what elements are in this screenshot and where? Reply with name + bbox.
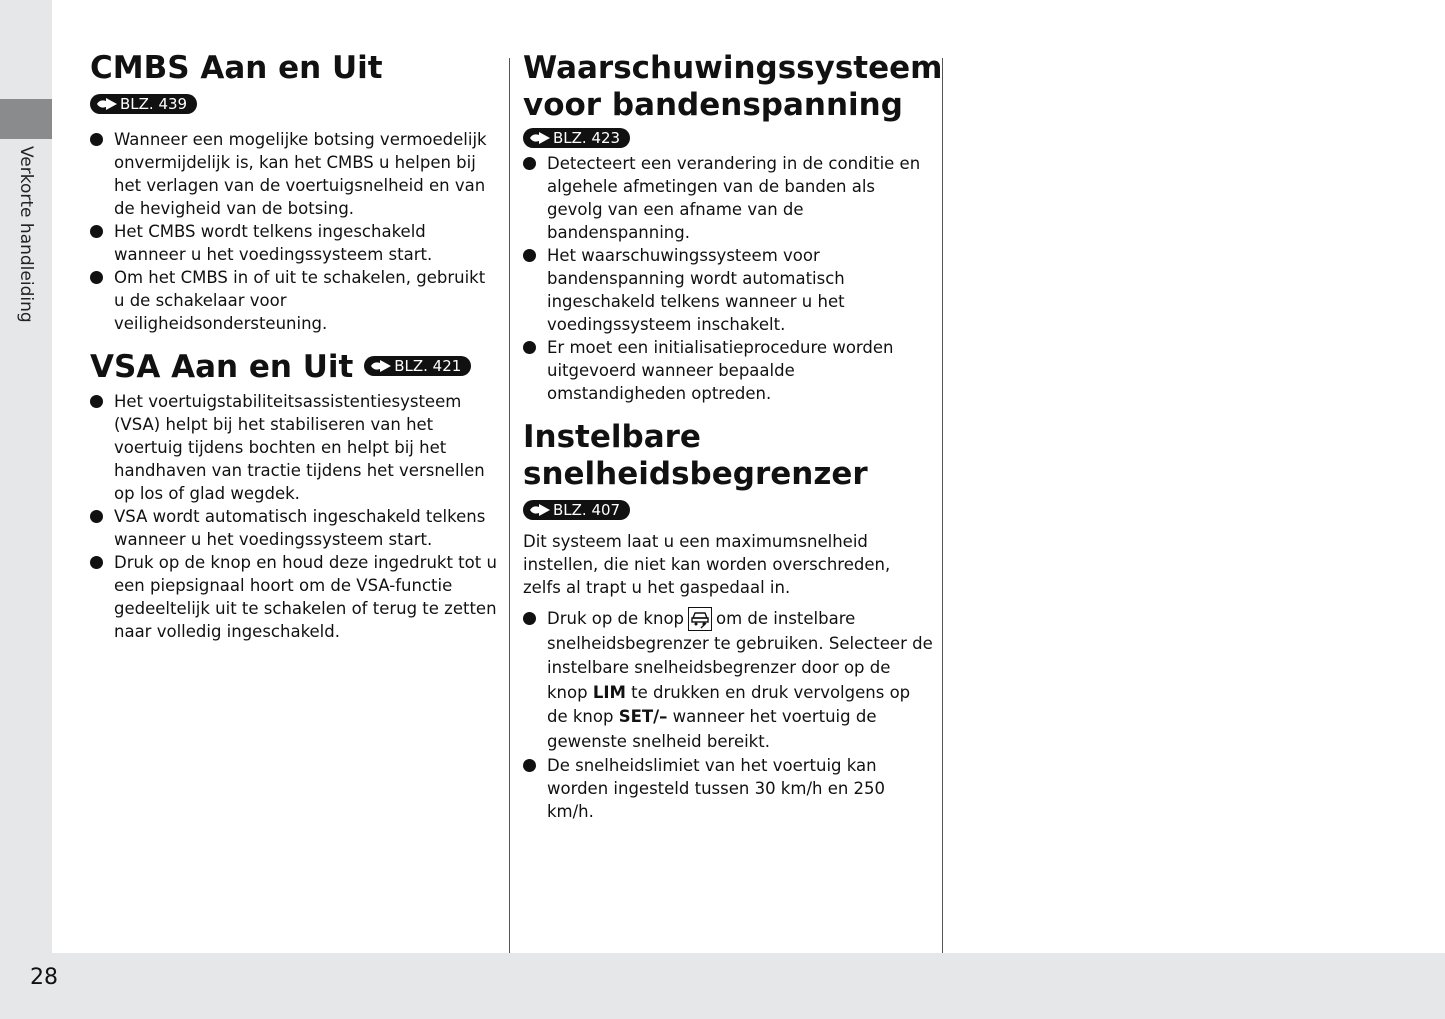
list-item: Het voertuigstabiliteitsassistentiesysteem (VSA) helpt bij het stabiliseren van het voertuig tijdens bochten en helpt bij het handhaven van tractie tijdens het versnellen op los of glad wegdek.	[90, 390, 500, 505]
column-divider-2	[942, 58, 943, 953]
limiter-intro: Dit systeem laat u een maximumsnelheid instellen, die niet kan worden overschreden, zelfs al trapt u het gaspedaal in.	[523, 532, 891, 597]
set-key-label: SET/–	[618, 707, 668, 726]
vsa-bullet-list	[90, 390, 500, 643]
vsa-title: VSA Aan en Uit	[90, 349, 354, 385]
limiter-page-ref[interactable]: BLZ. 407	[523, 500, 630, 520]
arrow-right-icon	[529, 503, 551, 517]
bullet-icon	[90, 225, 103, 238]
bullet-icon	[523, 249, 536, 262]
cmbs-heading	[90, 50, 500, 124]
list-item: Druk op de knop en houd deze ingedrukt tot u een piepsignaal hoort om de VSA-functie gedeeltelijk uit te schakelen of terug te zetten naar volledig ingeschakeld.	[90, 551, 500, 643]
bullet-icon	[90, 133, 103, 146]
page-number: 28	[30, 965, 58, 990]
arrow-right-icon	[529, 131, 551, 145]
arrow-right-icon	[370, 359, 392, 373]
column-middle	[523, 50, 943, 823]
list-item: Detecteert een verandering in de conditie en algehele afmetingen van de banden als gevolg van een afname van de bandenspanning.	[523, 152, 933, 244]
tpms-section	[523, 50, 943, 405]
cmbs-title: CMBS Aan en Uit	[90, 50, 383, 86]
list-item: Het CMBS wordt telkens ingeschakeld wanneer u het voedingssysteem start.	[90, 220, 500, 266]
bottom-margin-band	[0, 953, 1445, 1019]
bullet-icon	[90, 510, 103, 523]
bullet-icon	[523, 759, 536, 772]
list-item: De snelheidslimiet van het voertuig kan worden ingesteld tussen 30 km/h en 250 km/h.	[523, 754, 933, 823]
limiter-section	[523, 419, 933, 823]
bullet-icon	[523, 341, 536, 354]
bullet-icon	[90, 556, 103, 569]
section-tab-marker	[0, 99, 52, 139]
speed-limiter-button-icon	[688, 607, 712, 631]
vsa-page-ref[interactable]: BLZ. 421	[364, 356, 471, 376]
cmbs-page-ref[interactable]: BLZ. 439	[90, 94, 197, 114]
tpms-ref-line	[523, 128, 933, 150]
limiter-heading: Instelbare snelheidsbegrenzer BLZ. 407	[523, 419, 868, 519]
bullet-icon	[523, 612, 536, 625]
arrow-right-icon	[96, 97, 118, 111]
list-item: Wanneer een mogelijke botsing vermoedelijk onvermijdelijk is, kan het CMBS u helpen bij het verlagen van de voertuigsnelheid en van de hevigheid van de botsing.	[90, 128, 500, 220]
column-divider-1	[509, 58, 510, 953]
vsa-section	[90, 349, 500, 643]
tpms-heading: Waarschuwingssysteem voor bandenspanning	[523, 50, 943, 123]
column-left	[90, 50, 500, 643]
tpms-bullet-list	[523, 152, 933, 405]
list-item: Het waarschuwingssysteem voor bandenspanning wordt automatisch ingeschakeld telkens wanneer u het voedingssysteem inschakelt.	[523, 244, 933, 336]
lim-key-label: LIM	[592, 682, 626, 702]
bullet-icon	[90, 395, 103, 408]
list-item: Om het CMBS in of uit te schakelen, gebruikt u de schakelaar voor veiligheidsondersteuning.	[90, 266, 500, 335]
tpms-page-ref[interactable]: BLZ. 423	[523, 128, 630, 148]
side-chapter-label: Verkorte handleiding	[16, 146, 36, 323]
cmbs-bullet-list	[90, 128, 500, 335]
vsa-heading	[90, 349, 500, 386]
bullet-icon	[523, 157, 536, 170]
list-item: Druk op de knop om de instelbare snelheidsbegrenzer te gebruiken. Selecteer de instelbare snelheidsbegrenzer door op de knop LIM te drukken en druk vervolgens op de knop SET/– wanneer het voertuig de gewenste snelheid bereikt.	[523, 607, 933, 754]
cmbs-section	[90, 50, 500, 335]
list-item: Er moet een initialisatieprocedure worden uitgevoerd wanneer bepaalde omstandigheden optreden.	[523, 336, 933, 405]
bullet-icon	[90, 271, 103, 284]
limiter-bullet-list	[523, 607, 933, 823]
list-item: VSA wordt automatisch ingeschakeld telkens wanneer u het voedingssysteem start.	[90, 505, 500, 551]
